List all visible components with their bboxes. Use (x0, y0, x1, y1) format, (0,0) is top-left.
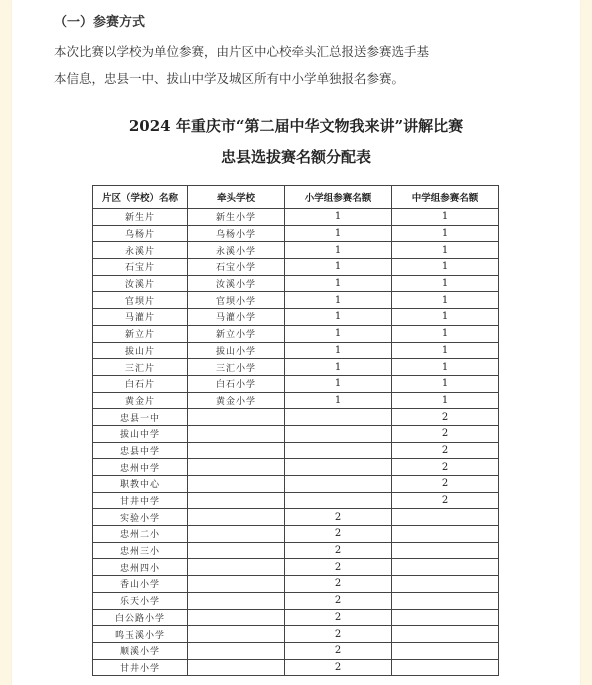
cell-middle-quota (392, 559, 499, 576)
cell-middle-quota (392, 642, 499, 659)
cell-lead-school (188, 559, 285, 576)
cell-lead-school: 黄金小学 (188, 392, 285, 409)
cell-primary-quota: 1 (285, 375, 392, 392)
cell-primary-quota: 2 (285, 509, 392, 526)
table-row (93, 542, 499, 559)
cell-primary-quota (285, 459, 392, 476)
cell-middle-quota: 1 (392, 242, 499, 259)
cell-lead-school: 乌杨小学 (188, 225, 285, 242)
cell-lead-school (188, 492, 285, 509)
cell-lead-school (188, 459, 285, 476)
cell-lead-school: 新生小学 (188, 209, 285, 226)
table-row (93, 342, 499, 359)
header-district: 片区（学校）名称 (93, 186, 188, 209)
cell-lead-school: 三汇小学 (188, 359, 285, 376)
cell-lead-school: 白石小学 (188, 375, 285, 392)
cell-district: 永溪片 (93, 242, 188, 259)
table-row (93, 476, 499, 493)
intro-line-2: 本信息，忠县一中、拔山中学及城区所有中小学单独报名参赛。 (54, 71, 405, 86)
cell-district: 马灌片 (93, 309, 188, 326)
table-row (93, 609, 499, 626)
cell-primary-quota (285, 492, 392, 509)
cell-middle-quota: 1 (392, 359, 499, 376)
cell-primary-quota (285, 409, 392, 426)
cell-middle-quota: 2 (392, 425, 499, 442)
table-row (93, 425, 499, 442)
table-row (93, 642, 499, 659)
table-row (93, 442, 499, 459)
table-row (93, 576, 499, 593)
cell-lead-school (188, 626, 285, 643)
cell-lead-school (188, 425, 285, 442)
intro-line-1: 本次比赛以学校为单位参赛，由片区中心校牵头汇总报送参赛选手基 (54, 44, 430, 59)
cell-middle-quota: 2 (392, 492, 499, 509)
cell-primary-quota: 1 (285, 325, 392, 342)
cell-district: 忠县中学 (93, 442, 188, 459)
cell-district: 石宝片 (93, 259, 188, 276)
quota-table (92, 185, 499, 676)
cell-district: 香山小学 (93, 576, 188, 593)
cell-district: 甘井小学 (93, 659, 188, 676)
cell-middle-quota: 1 (392, 225, 499, 242)
table-row (93, 292, 499, 309)
table-row (93, 275, 499, 292)
table-row (93, 459, 499, 476)
cell-district: 职教中心 (93, 476, 188, 493)
cell-primary-quota: 1 (285, 225, 392, 242)
cell-lead-school: 汝溪小学 (188, 275, 285, 292)
cell-primary-quota: 1 (285, 309, 392, 326)
cell-middle-quota: 2 (392, 409, 499, 426)
cell-primary-quota: 2 (285, 609, 392, 626)
cell-district: 拔山中学 (93, 425, 188, 442)
cell-primary-quota: 2 (285, 626, 392, 643)
cell-district: 忠州四小 (93, 559, 188, 576)
cell-middle-quota: 2 (392, 442, 499, 459)
cell-middle-quota: 1 (392, 375, 499, 392)
cell-middle-quota: 1 (392, 309, 499, 326)
cell-district: 乌杨片 (93, 225, 188, 242)
cell-district: 忠县一中 (93, 409, 188, 426)
cell-middle-quota (392, 526, 499, 543)
cell-primary-quota: 1 (285, 209, 392, 226)
cell-primary-quota (285, 442, 392, 459)
cell-middle-quota: 1 (392, 325, 499, 342)
table-body (93, 209, 499, 676)
cell-primary-quota: 2 (285, 659, 392, 676)
table-row (93, 409, 499, 426)
cell-district: 新生片 (93, 209, 188, 226)
cell-lead-school: 石宝小学 (188, 259, 285, 276)
cell-primary-quota: 2 (285, 559, 392, 576)
cell-district: 白石片 (93, 375, 188, 392)
cell-lead-school (188, 409, 285, 426)
cell-primary-quota: 1 (285, 342, 392, 359)
intro-paragraph (54, 38, 564, 92)
cell-middle-quota: 1 (392, 259, 499, 276)
cell-district: 官坝片 (93, 292, 188, 309)
cell-middle-quota: 1 (392, 275, 499, 292)
table-row (93, 242, 499, 259)
cell-middle-quota: 1 (392, 209, 499, 226)
cell-middle-quota: 2 (392, 476, 499, 493)
table-row (93, 526, 499, 543)
table-row (93, 209, 499, 226)
cell-lead-school (188, 642, 285, 659)
cell-district: 乐天小学 (93, 592, 188, 609)
header-primary-quota: 小学组参赛名额 (285, 186, 392, 209)
header-lead-school: 牵头学校 (188, 186, 285, 209)
table-row (93, 325, 499, 342)
table-row (93, 375, 499, 392)
cell-district: 黄金片 (93, 392, 188, 409)
cell-lead-school: 官坝小学 (188, 292, 285, 309)
table-header-row (93, 186, 499, 209)
cell-lead-school: 拔山小学 (188, 342, 285, 359)
cell-middle-quota: 1 (392, 342, 499, 359)
cell-district: 甘井中学 (93, 492, 188, 509)
cell-lead-school: 马灌小学 (188, 309, 285, 326)
table-row (93, 259, 499, 276)
cell-primary-quota: 2 (285, 592, 392, 609)
cell-district: 汝溪片 (93, 275, 188, 292)
table-subtitle: 忠县选拔赛名额分配表 (220, 148, 371, 166)
table-row (93, 659, 499, 676)
cell-district: 鸣玉溪小学 (93, 626, 188, 643)
cell-district: 白公路小学 (93, 609, 188, 626)
cell-middle-quota: 1 (392, 392, 499, 409)
cell-primary-quota: 1 (285, 259, 392, 276)
cell-district: 三汇片 (93, 359, 188, 376)
table-row (93, 225, 499, 242)
table-row (93, 309, 499, 326)
cell-primary-quota: 2 (285, 542, 392, 559)
cell-district: 实验小学 (93, 509, 188, 526)
cell-lead-school (188, 526, 285, 543)
cell-lead-school: 永溪小学 (188, 242, 285, 259)
cell-lead-school (188, 542, 285, 559)
cell-lead-school: 新立小学 (188, 325, 285, 342)
table-row (93, 509, 499, 526)
table-row (93, 559, 499, 576)
cell-middle-quota (392, 576, 499, 593)
cell-primary-quota (285, 476, 392, 493)
table-row (93, 592, 499, 609)
section-heading: （一）参赛方式 (54, 15, 146, 30)
cell-primary-quota: 1 (285, 242, 392, 259)
cell-middle-quota (392, 609, 499, 626)
cell-district: 拔山片 (93, 342, 188, 359)
cell-middle-quota: 1 (392, 292, 499, 309)
cell-primary-quota: 1 (285, 275, 392, 292)
cell-district: 忠州三小 (93, 542, 188, 559)
cell-lead-school (188, 576, 285, 593)
cell-lead-school (188, 659, 285, 676)
cell-district: 忠州中学 (93, 459, 188, 476)
cell-lead-school (188, 476, 285, 493)
table-row (93, 626, 499, 643)
table-row (93, 392, 499, 409)
cell-primary-quota: 2 (285, 526, 392, 543)
cell-primary-quota: 1 (285, 359, 392, 376)
cell-lead-school (188, 442, 285, 459)
cell-district: 忠州二小 (93, 526, 188, 543)
table-row (93, 359, 499, 376)
cell-district: 新立片 (93, 325, 188, 342)
table-row (93, 492, 499, 509)
cell-middle-quota (392, 659, 499, 676)
cell-middle-quota (392, 542, 499, 559)
cell-district: 顺溪小学 (93, 642, 188, 659)
cell-middle-quota (392, 592, 499, 609)
cell-primary-quota: 1 (285, 292, 392, 309)
cell-lead-school (188, 592, 285, 609)
cell-primary-quota: 2 (285, 642, 392, 659)
cell-primary-quota (285, 425, 392, 442)
cell-middle-quota (392, 626, 499, 643)
cell-primary-quota: 1 (285, 392, 392, 409)
table-title: 2024 年重庆市“第二届中华文物我来讲”讲解比赛 (128, 117, 464, 135)
cell-primary-quota: 2 (285, 576, 392, 593)
cell-lead-school (188, 609, 285, 626)
cell-lead-school (188, 509, 285, 526)
cell-middle-quota: 2 (392, 459, 499, 476)
cell-middle-quota (392, 509, 499, 526)
header-middle-quota: 中学组参赛名额 (392, 186, 499, 209)
